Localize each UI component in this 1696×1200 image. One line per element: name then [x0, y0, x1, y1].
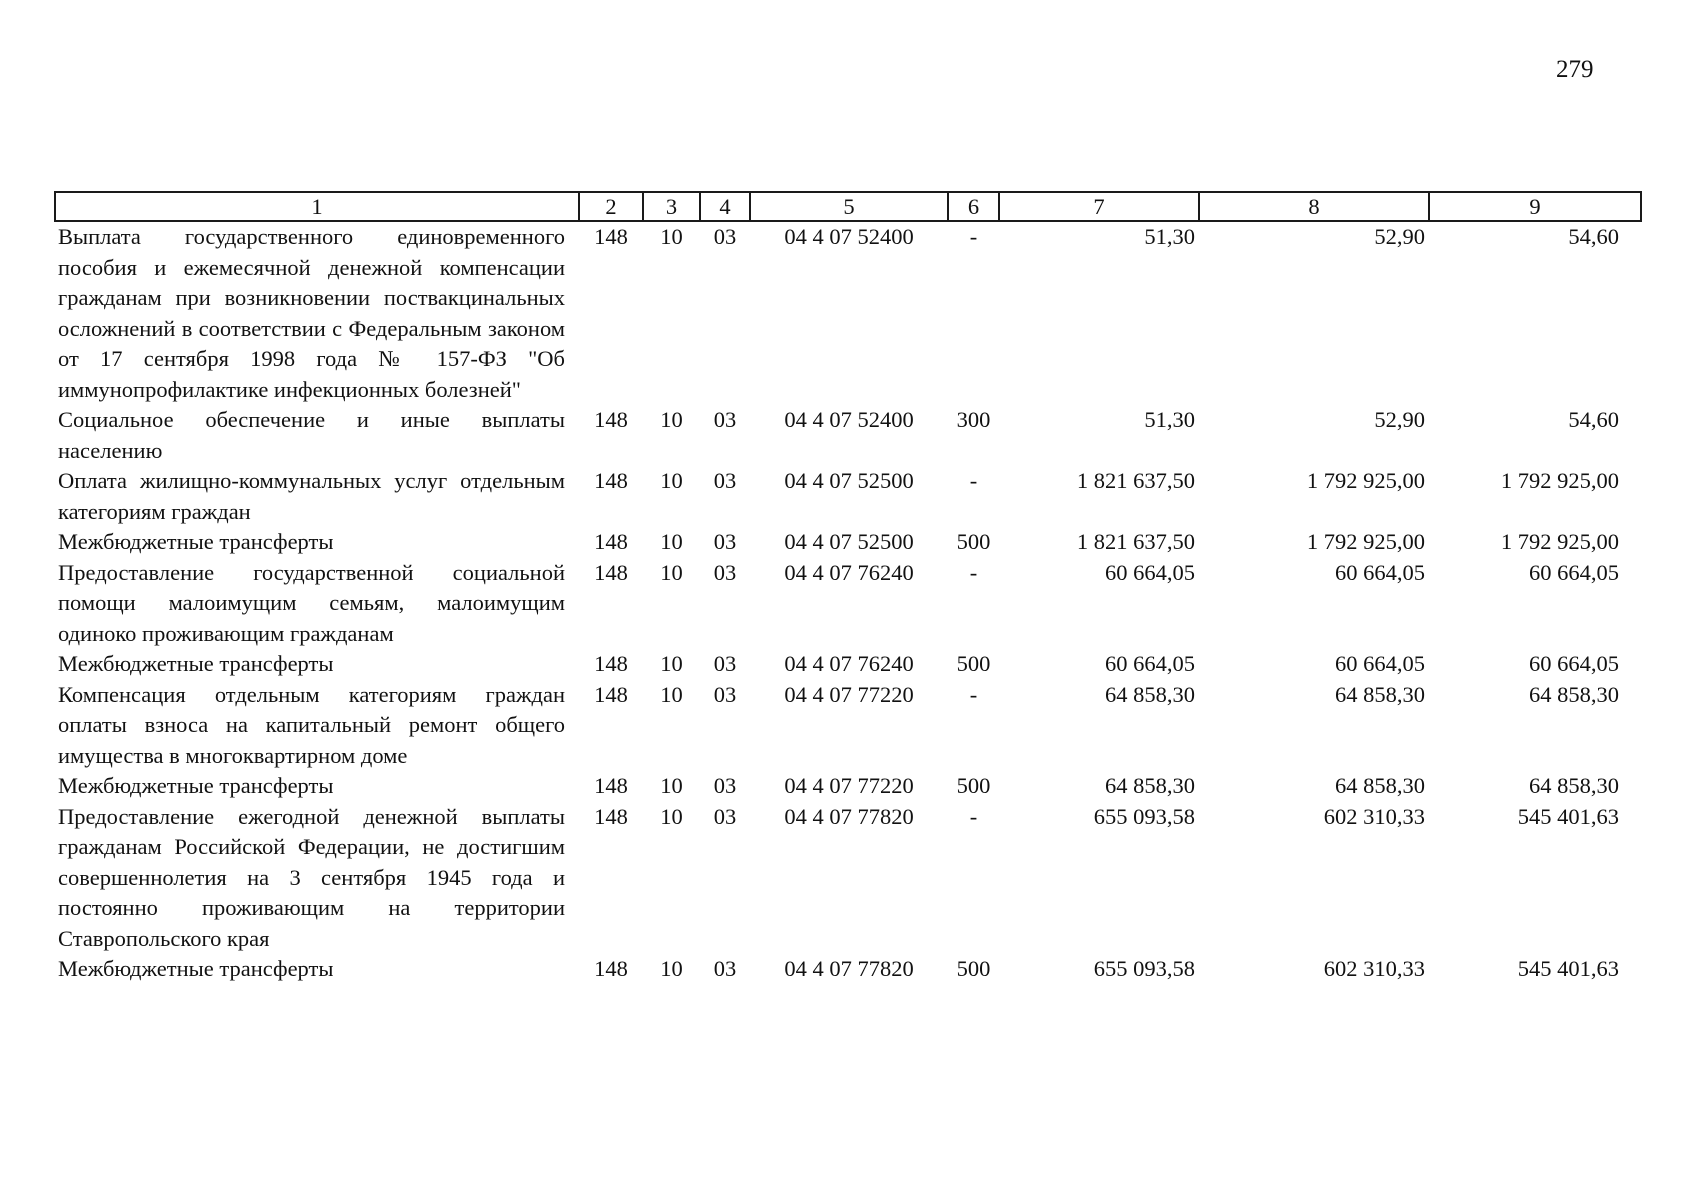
row-col-7-cell: 655 093,58 [1093, 956, 1195, 981]
row-col-6-cell: 500 [956, 529, 991, 554]
header-col-7: 7 [999, 192, 1199, 221]
row-col-3-cell: 10 [660, 773, 683, 798]
row-col-4-cell: 03 [713, 559, 737, 585]
table-header-row [55, 192, 1641, 221]
page-number: 279 [1556, 56, 1594, 83]
row-col-5-cell: 04 4 07 52400 [784, 407, 914, 432]
row-col-5-cell: 04 4 07 52400 [784, 224, 914, 249]
row-col-8-cell: 52,90 [1374, 224, 1425, 249]
row-col-8-cell: 1 792 925,00 [1306, 529, 1425, 554]
row-col-3-cell: 10 [660, 468, 683, 493]
header-col-8: 8 [1199, 192, 1429, 221]
row-col-4-cell: 03 [713, 224, 737, 249]
header-col-4: 4 [700, 192, 750, 221]
row-col-4-cell: 03 [713, 651, 737, 676]
row-col-3-cell: 10 [660, 224, 683, 249]
row-col-6-cell: 500 [956, 956, 991, 981]
row-col-8-cell: 1 792 925,00 [1306, 468, 1425, 493]
row-col-4-cell: 03 [713, 681, 737, 707]
row-col-7-cell: 60 664,05 [1105, 651, 1195, 676]
header-col-5: 5 [750, 192, 948, 221]
row-col-6-cell: - [969, 559, 978, 585]
row-col-5-cell: 04 4 07 77220 [784, 773, 914, 798]
row-col-3-cell: 10 [660, 559, 683, 585]
table-body [55, 221, 1641, 985]
row-col-7-cell: 51,30 [1144, 224, 1195, 249]
row-col-5-cell: 04 4 07 77220 [784, 681, 914, 707]
row-col-6-cell: - [969, 224, 978, 249]
row-name-cell: Предоставление государственной социальной помощи малоимущим семьям, малоимущим одиноко проживающим гражданам [58, 559, 565, 646]
header-col-2: 2 [579, 192, 643, 221]
row-col-9-cell: 64 858,30 [1529, 773, 1619, 798]
row-col-9-cell: 60 664,05 [1529, 559, 1619, 585]
row-col-9-cell: 1 792 925,00 [1500, 468, 1619, 493]
row-col-5-cell: 04 4 07 52500 [784, 468, 914, 493]
row-col-7-cell: 60 664,05 [1105, 559, 1195, 585]
row-col-4-cell: 03 [713, 773, 737, 798]
table-row [55, 680, 1641, 772]
header-col-3: 3 [643, 192, 700, 221]
table-row [55, 954, 1641, 985]
row-col-3-cell: 10 [660, 803, 683, 829]
table-row [55, 558, 1641, 650]
row-name-cell: Межбюджетные трансферты [58, 773, 334, 798]
row-col-9-cell: 60 664,05 [1529, 651, 1619, 676]
row-name-cell: Оплата жилищно-коммунальных услуг отдельным категориям граждан [58, 468, 565, 524]
row-col-8-cell: 60 664,05 [1335, 651, 1425, 676]
row-name-cell: Межбюджетные трансферты [58, 651, 334, 676]
row-col-8-cell: 64 858,30 [1335, 681, 1425, 707]
row-col-9-cell: 54,60 [1568, 407, 1619, 432]
row-col-6-cell: 300 [956, 407, 991, 432]
row-col-7-cell: 64 858,30 [1105, 681, 1195, 707]
table-row [55, 771, 1641, 802]
row-col-6-cell: 500 [956, 773, 991, 798]
row-col-2-cell: 148 [594, 529, 628, 554]
row-col-5-cell: 04 4 07 76240 [784, 559, 914, 585]
row-name-cell: Социальное обеспечение и иные выплаты населению [58, 407, 565, 463]
budget-table [54, 191, 1642, 985]
row-col-8-cell: 64 858,30 [1335, 773, 1425, 798]
row-name-cell: Предоставление ежегодной денежной выплаты гражданам Российской Федерации, не достигшим совершеннолетия на 3 сентября 1945 года и постоянно проживающим на территории Ставропольского края [58, 803, 565, 951]
row-col-5-cell: 04 4 07 77820 [784, 956, 914, 981]
row-col-2-cell: 148 [594, 224, 628, 249]
row-col-3-cell: 10 [660, 681, 683, 707]
row-col-2-cell: 148 [594, 956, 628, 981]
row-col-6-cell: 500 [956, 651, 991, 676]
row-col-2-cell: 148 [594, 468, 628, 493]
row-col-8-cell: 52,90 [1374, 407, 1425, 432]
row-name-cell: Выплата государственного единовременного пособия и ежемесячной денежной компенсации гражданам при возникновении поствакцинальных осложнений в соответствии с Федеральным законом от 17 сентября 1998 года № 157-ФЗ "Об иммунопрофилактике инфекционных болезней" [58, 224, 565, 402]
header-col-1: 1 [55, 192, 579, 221]
row-col-5-cell: 04 4 07 76240 [784, 651, 914, 676]
row-col-3-cell: 10 [660, 407, 683, 432]
row-col-4-cell: 03 [713, 407, 737, 432]
row-col-6-cell: - [969, 681, 978, 707]
header-col-6: 6 [948, 192, 999, 221]
row-col-4-cell: 03 [713, 956, 737, 981]
row-col-2-cell: 148 [594, 407, 628, 432]
table-row [55, 221, 1641, 405]
row-col-4-cell: 03 [713, 529, 737, 554]
row-col-8-cell: 60 664,05 [1335, 559, 1425, 585]
row-col-4-cell: 03 [713, 803, 737, 829]
row-col-9-cell: 1 792 925,00 [1500, 529, 1619, 554]
table-row [55, 466, 1641, 527]
row-col-2-cell: 148 [594, 803, 628, 829]
row-col-2-cell: 148 [594, 681, 628, 707]
row-col-7-cell: 655 093,58 [1093, 803, 1195, 829]
row-col-3-cell: 10 [660, 956, 683, 981]
row-col-7-cell: 64 858,30 [1105, 773, 1195, 798]
row-col-3-cell: 10 [660, 651, 683, 676]
table-row [55, 405, 1641, 466]
row-col-8-cell: 602 310,33 [1323, 803, 1425, 829]
row-col-5-cell: 04 4 07 52500 [784, 529, 914, 554]
row-col-9-cell: 54,60 [1568, 224, 1619, 249]
row-col-4-cell: 03 [713, 468, 737, 493]
row-name-cell: Межбюджетные трансферты [58, 956, 334, 981]
header-col-9: 9 [1429, 192, 1641, 221]
row-col-2-cell: 148 [594, 773, 628, 798]
row-col-2-cell: 148 [594, 651, 628, 676]
row-col-5-cell: 04 4 07 77820 [784, 803, 914, 829]
table-row [55, 527, 1641, 558]
row-col-9-cell: 64 858,30 [1529, 681, 1619, 707]
row-col-3-cell: 10 [660, 529, 683, 554]
row-col-9-cell: 545 401,63 [1517, 803, 1619, 829]
row-col-7-cell: 1 821 637,50 [1076, 529, 1195, 554]
row-col-9-cell: 545 401,63 [1517, 956, 1619, 981]
row-name-cell: Межбюджетные трансферты [58, 529, 334, 554]
table-row [55, 802, 1641, 955]
row-col-7-cell: 1 821 637,50 [1076, 468, 1195, 493]
row-col-2-cell: 148 [594, 559, 628, 585]
row-col-6-cell: - [969, 468, 978, 493]
row-col-8-cell: 602 310,33 [1323, 956, 1425, 981]
table-row [55, 649, 1641, 680]
row-name-cell: Компенсация отдельным категориям граждан оплаты взноса на капитальный ремонт общего имущества в многоквартирном доме [58, 681, 565, 768]
row-col-6-cell: - [969, 803, 978, 829]
row-col-7-cell: 51,30 [1144, 407, 1195, 432]
